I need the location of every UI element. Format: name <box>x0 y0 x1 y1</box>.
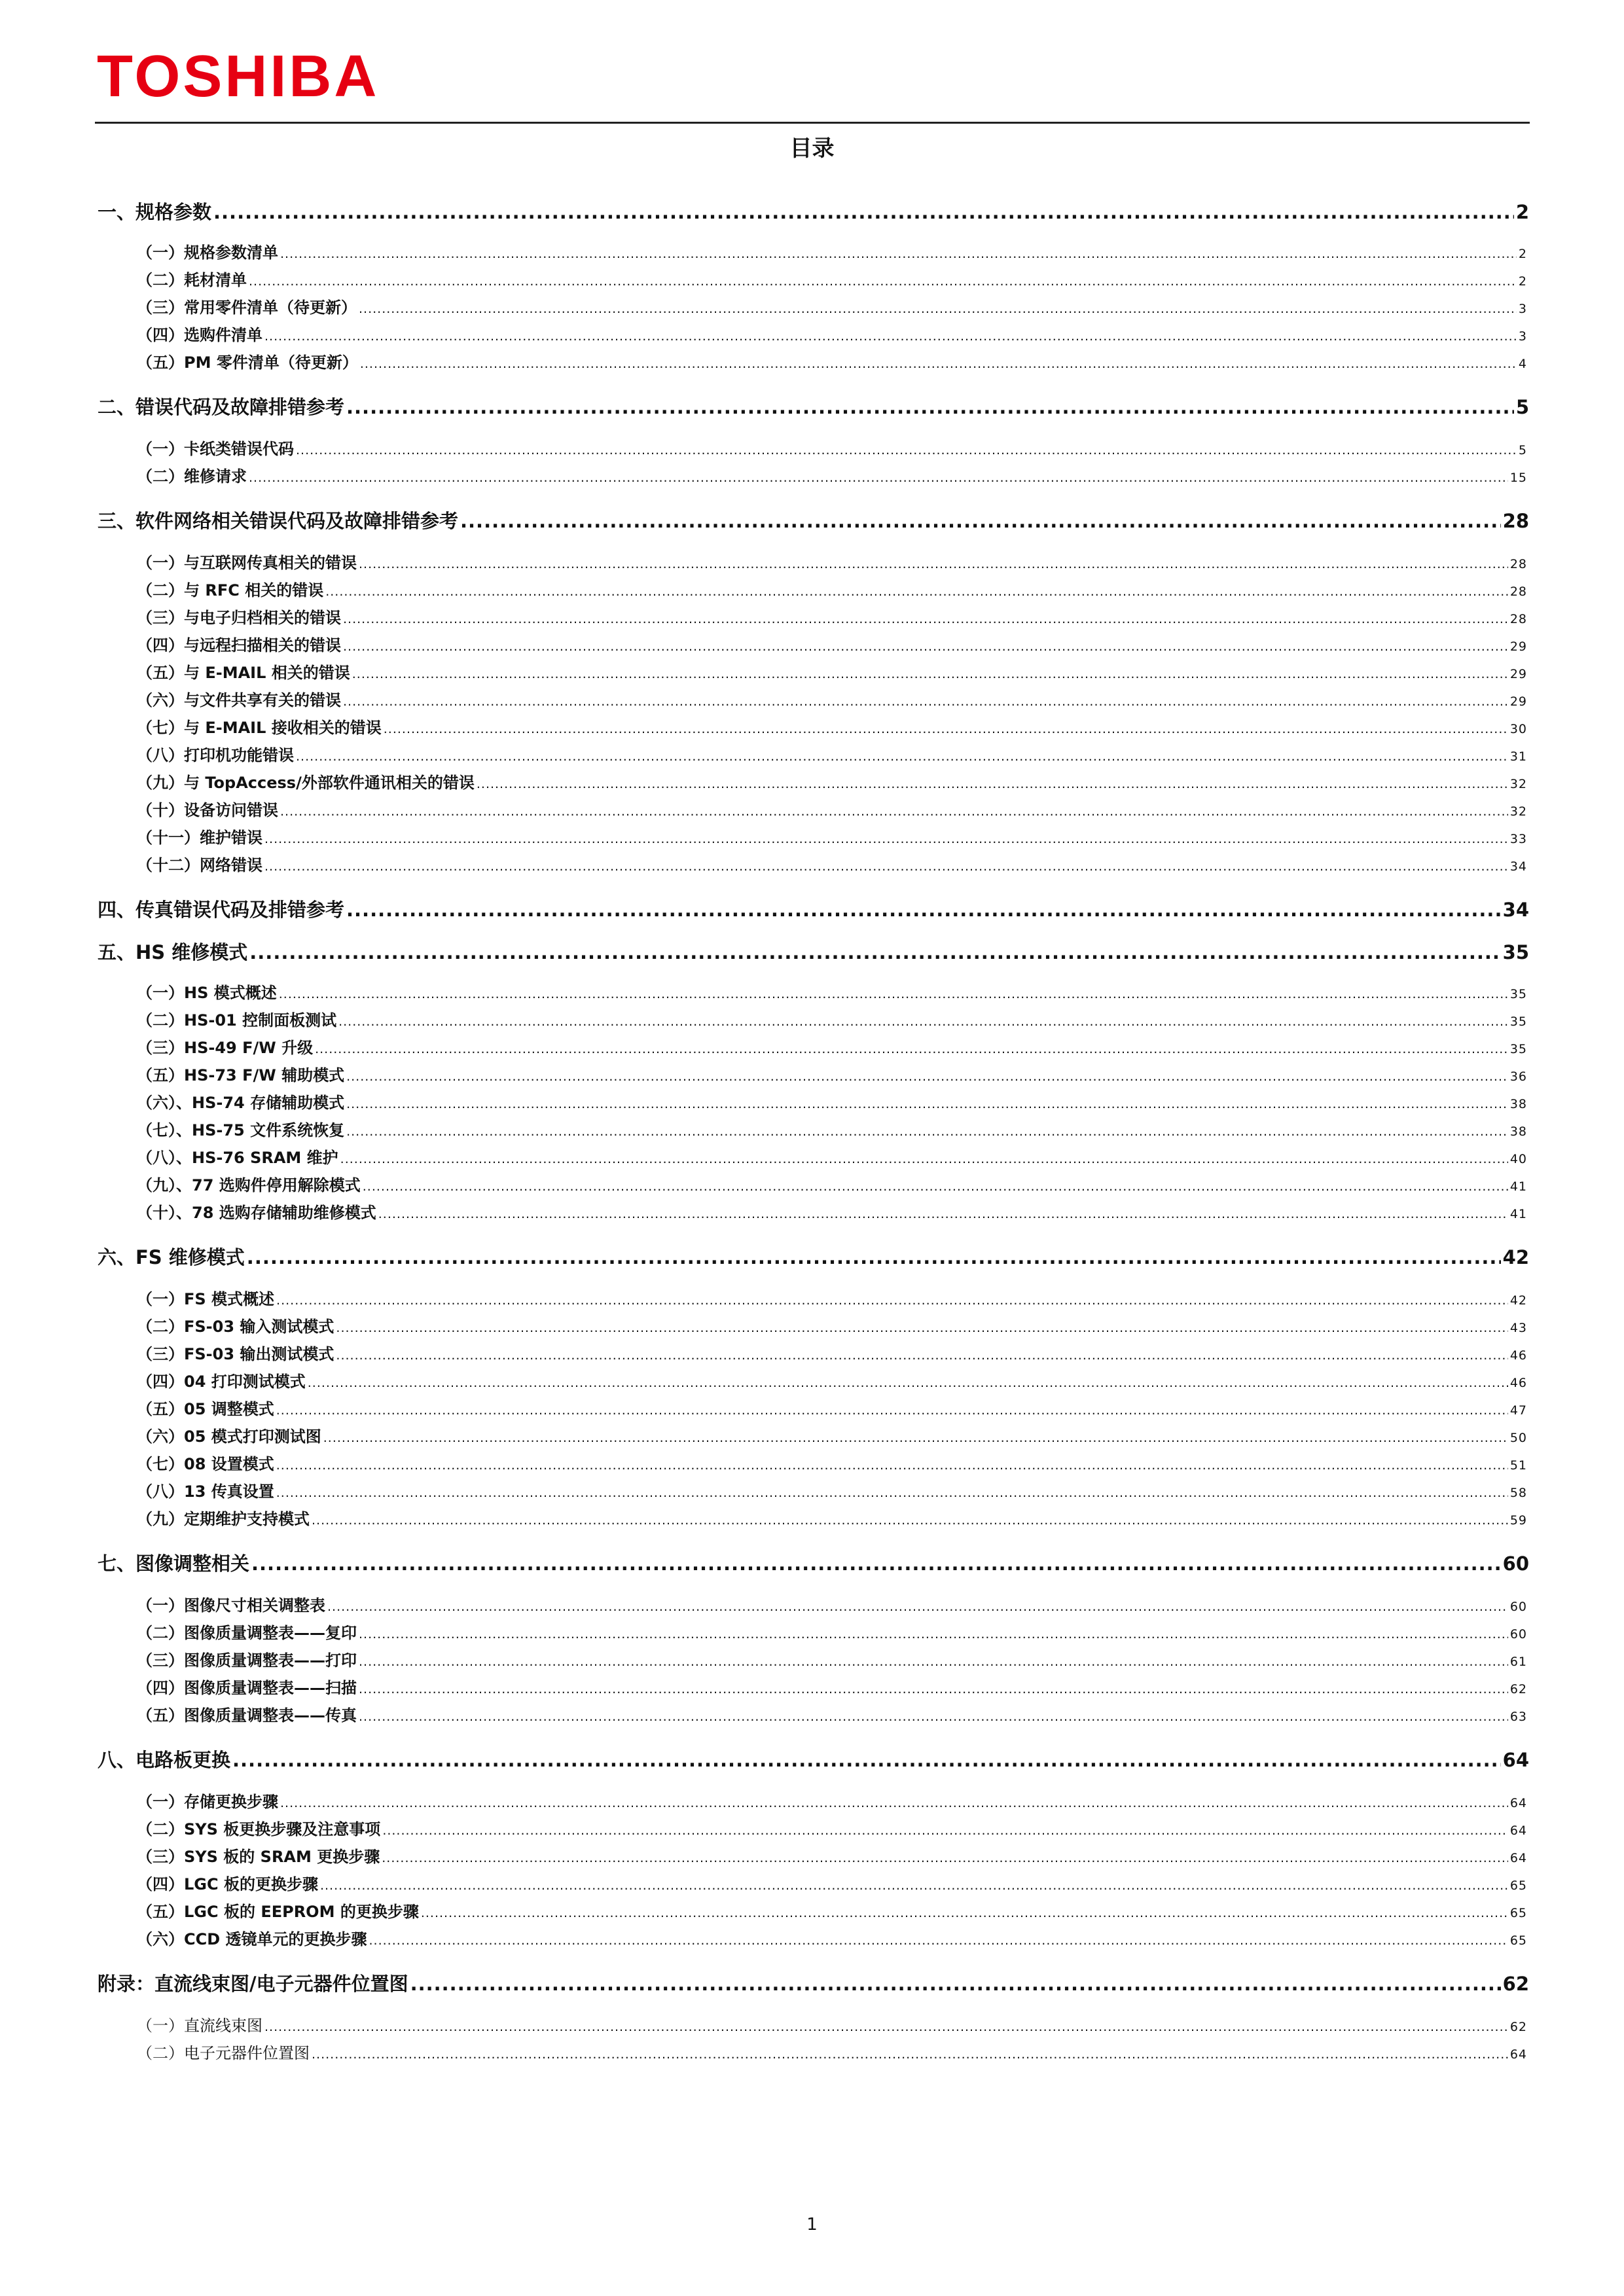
toc-entry[interactable] <box>137 1899 1527 1924</box>
toc-entry[interactable] <box>137 1789 1527 1814</box>
toc-entry[interactable] <box>98 198 1529 226</box>
toc-entry[interactable] <box>137 1592 1527 1617</box>
toc-entry[interactable] <box>137 1314 1527 1338</box>
toc-entry-label: （一）FS 模式概述 <box>137 1290 275 1308</box>
toc-entry[interactable] <box>137 715 1527 740</box>
dot-leader <box>378 1207 1508 1221</box>
toc-entry[interactable] <box>137 1675 1527 1700</box>
toc-entry-page: 28 <box>1509 612 1527 626</box>
toc-entry-page: 58 <box>1509 1486 1527 1500</box>
toc-entry-label: （五）LGC 板的 EEPROM 的更换步骤 <box>137 1903 419 1921</box>
dot-leader <box>264 832 1508 846</box>
dot-leader <box>346 899 1501 921</box>
dot-leader <box>346 1124 1508 1139</box>
toc-entry-label: （一）图像尺寸相关调整表 <box>137 1596 325 1615</box>
toc-entry-label: （七）与 E-MAIL 接收相关的错误 <box>137 719 382 737</box>
toc-entry-page: 32 <box>1509 804 1527 819</box>
toc-entry[interactable] <box>137 632 1527 657</box>
toc-entry-page: 59 <box>1509 1513 1527 1528</box>
toc-entry-page: 35 <box>1509 1014 1527 1029</box>
toc-entry-page: 38 <box>1509 1124 1527 1139</box>
toc-entry-page: 65 <box>1509 1906 1527 1920</box>
toc-entry[interactable] <box>137 295 1527 319</box>
toc-entry-page: 3 <box>1518 329 1527 344</box>
dot-leader <box>251 1552 1501 1575</box>
dot-leader <box>477 777 1508 791</box>
toc-entry[interactable] <box>137 1341 1527 1366</box>
toc-entry[interactable] <box>137 825 1527 850</box>
dot-leader <box>338 1014 1508 1029</box>
toc-entry-page: 35 <box>1509 1042 1527 1056</box>
toc-entry[interactable] <box>98 507 1529 535</box>
toc-entry-label: （三）HS-49 F/W 升级 <box>137 1039 314 1057</box>
dot-leader <box>247 1246 1501 1268</box>
toc-entry-label: （二）图像质量调整表——复印 <box>137 1624 357 1642</box>
toc-entry-page: 4 <box>1518 357 1527 371</box>
toc-entry-label: （十）、78 选购存储辅助维修模式 <box>137 1204 376 1222</box>
toc-entry-label: （六）、HS-74 存储辅助模式 <box>137 1094 345 1112</box>
toc-entry-label: （二）HS-01 控制面板测试 <box>137 1011 337 1030</box>
toc-entry-label: （八）打印机功能错误 <box>137 746 294 764</box>
toc-entry-label: （九）与 TopAccess/外部软件通讯相关的错误 <box>137 774 475 792</box>
toc-entry-page: 2 <box>1518 274 1527 289</box>
toc-entry-page: 46 <box>1509 1376 1527 1390</box>
toc-entry-page: 47 <box>1509 1403 1527 1418</box>
dot-leader <box>359 1682 1508 1696</box>
toc-entry-label: （七）08 设置模式 <box>137 1455 274 1473</box>
toc-entry-label: （八）、HS-76 SRAM 维护 <box>137 1149 338 1167</box>
toc-entry[interactable] <box>137 605 1527 630</box>
dot-leader <box>264 859 1508 874</box>
dot-leader <box>296 749 1508 764</box>
toc-entry[interactable] <box>137 852 1527 877</box>
toc-entry[interactable] <box>137 240 1527 264</box>
toc-entry-page: 30 <box>1509 722 1527 736</box>
dot-leader <box>308 1376 1508 1390</box>
toc-entry-page: 34 <box>1502 899 1529 921</box>
toc-entry[interactable] <box>137 1117 1527 1142</box>
toc-entry[interactable] <box>137 1396 1527 1421</box>
toc-entry[interactable] <box>98 1549 1529 1578</box>
toc-entry-page: 31 <box>1509 749 1527 764</box>
toc-entry-label: 四、传真错误代码及排错参考 <box>98 899 345 921</box>
toc-entry[interactable] <box>137 1145 1527 1170</box>
toc-entry[interactable] <box>137 1844 1527 1869</box>
toc-entry-label: （四）图像质量调整表——扫描 <box>137 1679 357 1697</box>
toc-entry-page: 65 <box>1509 1933 1527 1948</box>
toc-entry[interactable] <box>137 1424 1527 1448</box>
toc-entry-page: 5 <box>1515 396 1529 418</box>
toc-entry-page: 41 <box>1509 1179 1527 1194</box>
toc-entry-label: （三）SYS 板的 SRAM 更换步骤 <box>137 1848 380 1866</box>
toc-entry[interactable] <box>137 1062 1527 1087</box>
toc-entry-page: 42 <box>1502 1246 1529 1268</box>
toc-entry-page: 35 <box>1502 941 1529 963</box>
toc-entry-label: （五）与 E-MAIL 相关的错误 <box>137 664 350 682</box>
toc-entry-label: （三）与电子归档相关的错误 <box>137 609 341 627</box>
toc-entry-label: （二）FS-03 输入测试模式 <box>137 1318 334 1336</box>
dot-leader <box>336 1321 1507 1335</box>
dot-leader <box>382 1823 1508 1838</box>
toc-entry-page: 34 <box>1509 859 1527 874</box>
dot-leader <box>359 302 1517 316</box>
dot-leader <box>343 694 1508 709</box>
toc-entry-page: 60 <box>1509 1600 1527 1614</box>
toc-entry-page: 62 <box>1502 1973 1529 1995</box>
toc-entry[interactable] <box>137 267 1527 292</box>
toc-entry[interactable] <box>137 1286 1527 1311</box>
toc-entry[interactable] <box>137 1172 1527 1197</box>
toc-entry-label: （六）与文件共享有关的错误 <box>137 691 341 709</box>
toc-entry[interactable] <box>98 895 1529 924</box>
toc-entry-page: 41 <box>1509 1207 1527 1221</box>
toc-entry[interactable] <box>137 1200 1527 1225</box>
dot-leader <box>359 1710 1508 1724</box>
toc-entry-page: 62 <box>1509 1682 1527 1696</box>
toc-entry-label: （六）05 模式打印测试图 <box>137 1427 321 1446</box>
dot-leader <box>279 987 1508 1001</box>
toc-entry-label: （二）与 RFC 相关的错误 <box>137 581 324 600</box>
dot-leader <box>280 247 1517 261</box>
toc-entry-page: 64 <box>1509 1796 1527 1810</box>
toc-entry[interactable] <box>137 1926 1527 1951</box>
toc-entry-page: 65 <box>1509 1878 1527 1893</box>
toc-entry-page: 32 <box>1509 777 1527 791</box>
toc-entry-page: 2 <box>1515 201 1529 223</box>
toc-entry-label: （二）电子元器件位置图 <box>137 2044 310 2062</box>
toc-entry-page: 63 <box>1509 1710 1527 1724</box>
dot-leader <box>276 1403 1508 1418</box>
toc-entry-page: 35 <box>1509 987 1527 1001</box>
dot-leader <box>327 1600 1508 1614</box>
dot-leader <box>336 1348 1507 1363</box>
toc-entry-page: 43 <box>1509 1321 1527 1335</box>
dot-leader <box>343 639 1508 654</box>
toc-entry-label: 五、HS 维修模式 <box>98 941 248 963</box>
dot-leader <box>460 510 1501 532</box>
dot-leader <box>363 1179 1508 1194</box>
toc-entry-label: （二）SYS 板更换步骤及注意事项 <box>137 1820 381 1839</box>
toc-entry-label: 三、软件网络相关错误代码及故障排错参考 <box>98 510 459 532</box>
toc-entry-label: 二、错误代码及故障排错参考 <box>98 396 345 418</box>
toc-entry-page: 38 <box>1509 1097 1527 1111</box>
toc-entry-page: 15 <box>1509 471 1527 485</box>
toc-entry-page: 50 <box>1509 1431 1527 1445</box>
dot-leader <box>276 1293 1508 1308</box>
toc-entry[interactable] <box>137 1007 1527 1032</box>
toc-entry-label: （七）、HS-75 文件系统恢复 <box>137 1121 345 1139</box>
toc-entry-page: 36 <box>1509 1069 1527 1084</box>
toc-entry-page: 64 <box>1509 1851 1527 1865</box>
toc-entry[interactable] <box>137 1090 1527 1115</box>
toc-entry[interactable] <box>137 577 1527 602</box>
dot-leader <box>249 471 1508 485</box>
dot-leader <box>249 274 1517 289</box>
dot-leader <box>359 557 1508 571</box>
toc-entry-page: 64 <box>1509 1823 1527 1838</box>
dot-leader <box>315 1042 1508 1056</box>
dot-leader <box>323 1431 1508 1445</box>
toc-entry[interactable] <box>137 1369 1527 1393</box>
toc-entry-page: 2 <box>1518 247 1527 261</box>
toc-entry-label: （三）图像质量调整表——打印 <box>137 1651 357 1670</box>
toc-entry-page: 28 <box>1509 557 1527 571</box>
toc-entry[interactable] <box>137 687 1527 712</box>
toc-entry[interactable] <box>137 322 1527 347</box>
toc-entry[interactable] <box>98 393 1529 422</box>
toc-entry-label: （四）04 打印测试模式 <box>137 1372 306 1391</box>
dot-leader <box>325 584 1508 599</box>
toc-entry[interactable] <box>137 660 1527 685</box>
dot-leader <box>280 804 1508 819</box>
toc-entry-label: （十二）网络错误 <box>137 856 262 874</box>
toc-entry[interactable] <box>137 1451 1527 1476</box>
dot-leader <box>359 1627 1508 1641</box>
toc-entry-page: 29 <box>1509 667 1527 681</box>
toc-entry-label: 七、图像调整相关 <box>98 1552 250 1575</box>
toc-entry-page: 42 <box>1509 1293 1527 1308</box>
toc-entry[interactable] <box>98 1969 1529 1998</box>
dot-leader <box>249 941 1500 963</box>
toc-entry-label: （十）设备访问错误 <box>137 801 278 819</box>
toc-entry[interactable] <box>137 2040 1527 2065</box>
toc-entry-page: 3 <box>1518 302 1527 316</box>
dot-leader <box>340 1152 1508 1166</box>
toc-entry-label: （四）与远程扫描相关的错误 <box>137 636 341 655</box>
toc-entry[interactable] <box>98 938 1529 967</box>
toc-entry-page: 40 <box>1509 1152 1527 1166</box>
toshiba-logo: TOSHIBA <box>97 44 380 109</box>
toc-entry[interactable] <box>137 797 1527 822</box>
toc-entry-label: （三）常用零件清单（待更新） <box>137 298 357 317</box>
dot-leader <box>264 2020 1508 2034</box>
dot-leader <box>276 1458 1508 1473</box>
toc-entry-page: 60 <box>1502 1552 1529 1575</box>
page-number: 1 <box>806 2215 818 2234</box>
toc-entry-page: 46 <box>1509 1348 1527 1363</box>
toc-entry-label: （十一）维护错误 <box>137 829 262 847</box>
toc-entry-label: （一）存储更换步骤 <box>137 1793 278 1811</box>
toc-entry-page: 29 <box>1509 639 1527 654</box>
toc-entry[interactable] <box>137 1506 1527 1531</box>
dot-leader <box>276 1486 1508 1500</box>
dot-leader <box>346 1069 1508 1084</box>
toc-entry-label: （二）维修请求 <box>137 467 247 486</box>
toc-entry[interactable] <box>137 2013 1527 2037</box>
toc-entry-label: （九）、77 选购件停用解除模式 <box>137 1176 361 1194</box>
toc-title: 目录 <box>789 135 835 162</box>
toc-entry[interactable] <box>137 1871 1527 1896</box>
toc-entry[interactable] <box>137 1620 1527 1645</box>
toc-entry-page: 28 <box>1502 510 1529 532</box>
toc-entry-label: （五）PM 零件清单（待更新） <box>137 353 358 372</box>
dot-leader <box>421 1906 1508 1920</box>
dot-leader <box>264 329 1517 344</box>
toc-entry-label: （五）05 调整模式 <box>137 1400 274 1418</box>
toc-entry-page: 62 <box>1509 2020 1527 2034</box>
toc-entry[interactable] <box>137 980 1527 1005</box>
toc-entry-label: （一）规格参数清单 <box>137 243 278 262</box>
dot-leader <box>369 1933 1508 1948</box>
toc-entry[interactable] <box>137 1816 1527 1841</box>
toc-entry-label: 一、规格参数 <box>98 201 212 223</box>
toc-entry-page: 29 <box>1509 694 1527 709</box>
toc-entry[interactable] <box>98 1243 1529 1272</box>
toc-entry-page: 60 <box>1509 1627 1527 1641</box>
dot-leader <box>343 612 1508 626</box>
dot-leader <box>312 2047 1508 2062</box>
toc-entry-label: （一）直流线束图 <box>137 2017 262 2035</box>
toc-entry[interactable] <box>137 550 1527 575</box>
toc-entry-label: （一）与互联网传真相关的错误 <box>137 554 357 572</box>
toc-entry-label: （五）图像质量调整表——传真 <box>137 1706 357 1725</box>
dot-leader <box>382 1851 1508 1865</box>
dot-leader <box>213 201 1514 223</box>
toc-entry-label: （一）HS 模式概述 <box>137 984 277 1002</box>
toc-entry-page: 64 <box>1509 2047 1527 2062</box>
toc-entry[interactable] <box>137 463 1527 488</box>
dot-leader <box>312 1513 1508 1528</box>
toc-entry[interactable] <box>137 1479 1527 1503</box>
toc-entry[interactable] <box>137 1647 1527 1672</box>
toc-entry[interactable] <box>137 742 1527 767</box>
toc-entry-page: 33 <box>1509 832 1527 846</box>
toc-entry[interactable] <box>137 436 1527 461</box>
dot-leader <box>320 1878 1508 1893</box>
dot-leader <box>360 357 1517 371</box>
toc-entry-page: 51 <box>1509 1458 1527 1473</box>
toc-entry-label: （六）CCD 透镜单元的更换步骤 <box>137 1930 367 1948</box>
toc-entry[interactable] <box>137 1035 1527 1060</box>
toc-entry-page: 61 <box>1509 1655 1527 1669</box>
toc-entry-label: （五）HS-73 F/W 辅助模式 <box>137 1066 345 1085</box>
toc-entry-label: （八）13 传真设置 <box>137 1482 274 1501</box>
dot-leader <box>352 667 1508 681</box>
toc-entry-label: 附录：直流线束图/电子元器件位置图 <box>98 1973 408 1995</box>
dot-leader <box>280 1796 1508 1810</box>
toc-entry-label: （二）耗材清单 <box>137 271 247 289</box>
toc-entry[interactable] <box>137 1702 1527 1727</box>
toc-entry-page: 64 <box>1502 1749 1529 1771</box>
dot-leader <box>410 1973 1501 1995</box>
toc-entry-label: （四）选购件清单 <box>137 326 262 344</box>
toc-entry-label: （四）LGC 板的更换步骤 <box>137 1875 318 1893</box>
toc-entry-page: 5 <box>1518 443 1527 457</box>
toc-entry[interactable] <box>137 350 1527 374</box>
dot-leader <box>346 396 1514 418</box>
toc-entry[interactable] <box>137 770 1527 795</box>
toc-entry[interactable] <box>98 1746 1529 1774</box>
toc-entry-label: （九）定期维护支持模式 <box>137 1510 310 1528</box>
dot-leader <box>296 443 1517 457</box>
toc-entry-label: 六、FS 维修模式 <box>98 1246 245 1268</box>
toc-entry-label: 八、电路板更换 <box>98 1749 231 1771</box>
dot-leader <box>384 722 1508 736</box>
dot-leader <box>346 1097 1508 1111</box>
dot-leader <box>359 1655 1508 1669</box>
dot-leader <box>232 1749 1501 1771</box>
toc-entry-label: （一）卡纸类错误代码 <box>137 440 294 458</box>
toc-entry-page: 28 <box>1509 584 1527 599</box>
toc-entry-label: （三）FS-03 输出测试模式 <box>137 1345 334 1363</box>
